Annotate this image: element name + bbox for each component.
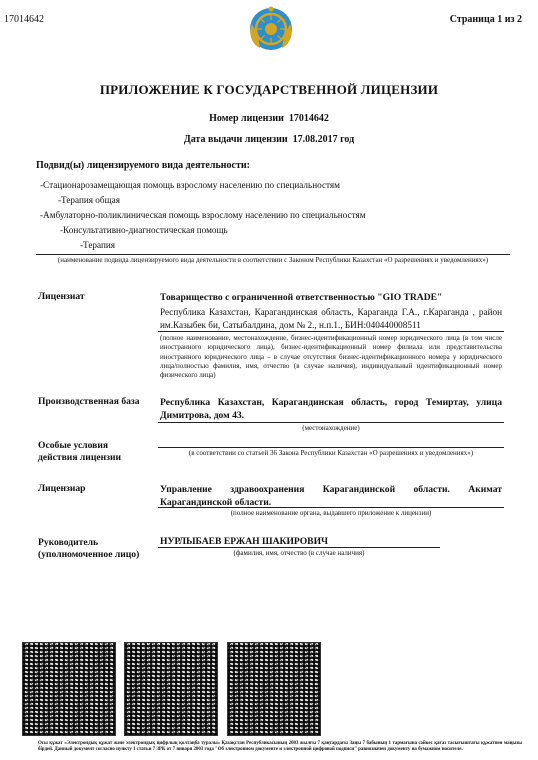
license-number-value: 17014642	[288, 113, 329, 124]
activity-item: -Терапия общая	[58, 195, 120, 205]
production-base-label: Производственная база	[38, 396, 140, 407]
issue-date	[0, 134, 538, 145]
licensee-note: (полное наименование, местонахождение, бизнес-идентификационный номер юридического лица (в том числе иностранного юридического лица), бизнес-идентификационный номер филиала или представительства иностранного юридического лица – в случае отсутствия бизнес-идентификационного номера у юридического лица/полностью фамилия, имя, отчество (в случае наличия), индивидуальный идентификационный номер физического лица)	[160, 334, 502, 380]
licensee-label: Лицензиат	[38, 291, 85, 302]
licensee-address: Республика Казахстан, Карагандинская область, Караганда Г.А., г.Караганда , район им.Казыбек би, Сатыбалдина, дом № 2., н.п.1., БИН:040440008511	[160, 307, 502, 330]
special-conditions-label-line2: действия лицензии	[38, 452, 122, 463]
activity-item: -Терапия	[80, 240, 116, 250]
qr-code-1	[22, 642, 116, 736]
licensor-value: Управление здравоохранения Карагандинской области. Акимат Карагандинской области.	[160, 484, 502, 508]
head-name: НУРЛЫБАЕВ ЕРЖАН ШАКИРОВИЧ	[160, 536, 329, 547]
head-label-line2: (уполномоченное лицо)	[38, 549, 140, 560]
special-conditions-label-line1: Особые условия	[38, 440, 109, 451]
legal-footer: Осы құжат «Электрондық құжат және электрондық цифрлық қолтаңба туралы» Қазақстан Республикасының 2003 жылғы 7 қаңтардағы Заңы 7 бабының 1 тармағына сәйкес қағаз тасығыштағы құжатпен маңызы бірдей. Данный документ согласно пункту 1 статьи 7 ЗРК от 7 января 2003 года "Об электронном документе и электронной цифровой подписи" равнозначен документу на бумажном носителе.	[38, 741, 522, 752]
head-label-line1: Руководитель	[38, 537, 99, 548]
divider	[158, 331, 504, 332]
special-conditions-label	[38, 440, 121, 464]
document-title: ПРИЛОЖЕНИЕ К ГОСУДАРСТВЕННОЙ ЛИЦЕНЗИИ	[99, 82, 439, 97]
licensor-note: (полное наименование органа, выдавшего приложение к лицензии)	[230, 509, 432, 517]
licensor-label: Лицензиар	[38, 483, 86, 494]
license-number	[0, 113, 538, 124]
activities-heading: Подвид(ы) лицензируемого вида деятельности:	[36, 160, 250, 171]
activity-item: -Консультативно-диагностическая помощь	[60, 225, 228, 235]
page-number: Страница 1 из 2	[449, 14, 522, 25]
licensee-name: Товарищество с ограниченной ответственностью "GIO TRADE"	[160, 292, 443, 303]
divider	[158, 447, 504, 448]
qr-code-2	[124, 642, 218, 736]
activity-item: -Стационарозамещающая помощь взрослому населению по специальностям	[40, 180, 340, 190]
production-base-note: (местонахождение)	[302, 424, 360, 432]
qr-code-3	[227, 642, 321, 736]
divider	[158, 547, 440, 548]
activities-note: (наименование подвида лицензируемого вида деятельности в соответствии с Законом Республики Казахстан «О разрешениях и уведомлениях»)	[57, 256, 489, 264]
head-note: (фамилия, имя, отчество (в случае наличия)	[233, 549, 365, 557]
license-number-label: Номер лицензии	[209, 113, 284, 124]
state-emblem-icon	[248, 6, 294, 52]
special-conditions-note: (в соответствии со статьей 36 Закона Республики Казахстан «О разрешениях и уведомлениях»)	[188, 449, 474, 457]
activity-item: -Амбулаторно-поликлиническая помощь взрослому населению по специальностям	[40, 210, 366, 220]
document-id: 17014642	[4, 14, 44, 25]
issue-date-value: 17.08.2017 год	[292, 134, 355, 145]
divider	[158, 507, 504, 508]
issue-date-label: Дата выдачи лицензии	[183, 134, 288, 145]
production-base-value: Республика Казахстан, Карагандинская область, город Темиртау, улица Димитрова, дом 43.	[160, 397, 502, 421]
divider	[36, 254, 510, 255]
head-label	[38, 537, 139, 561]
divider	[158, 422, 504, 423]
